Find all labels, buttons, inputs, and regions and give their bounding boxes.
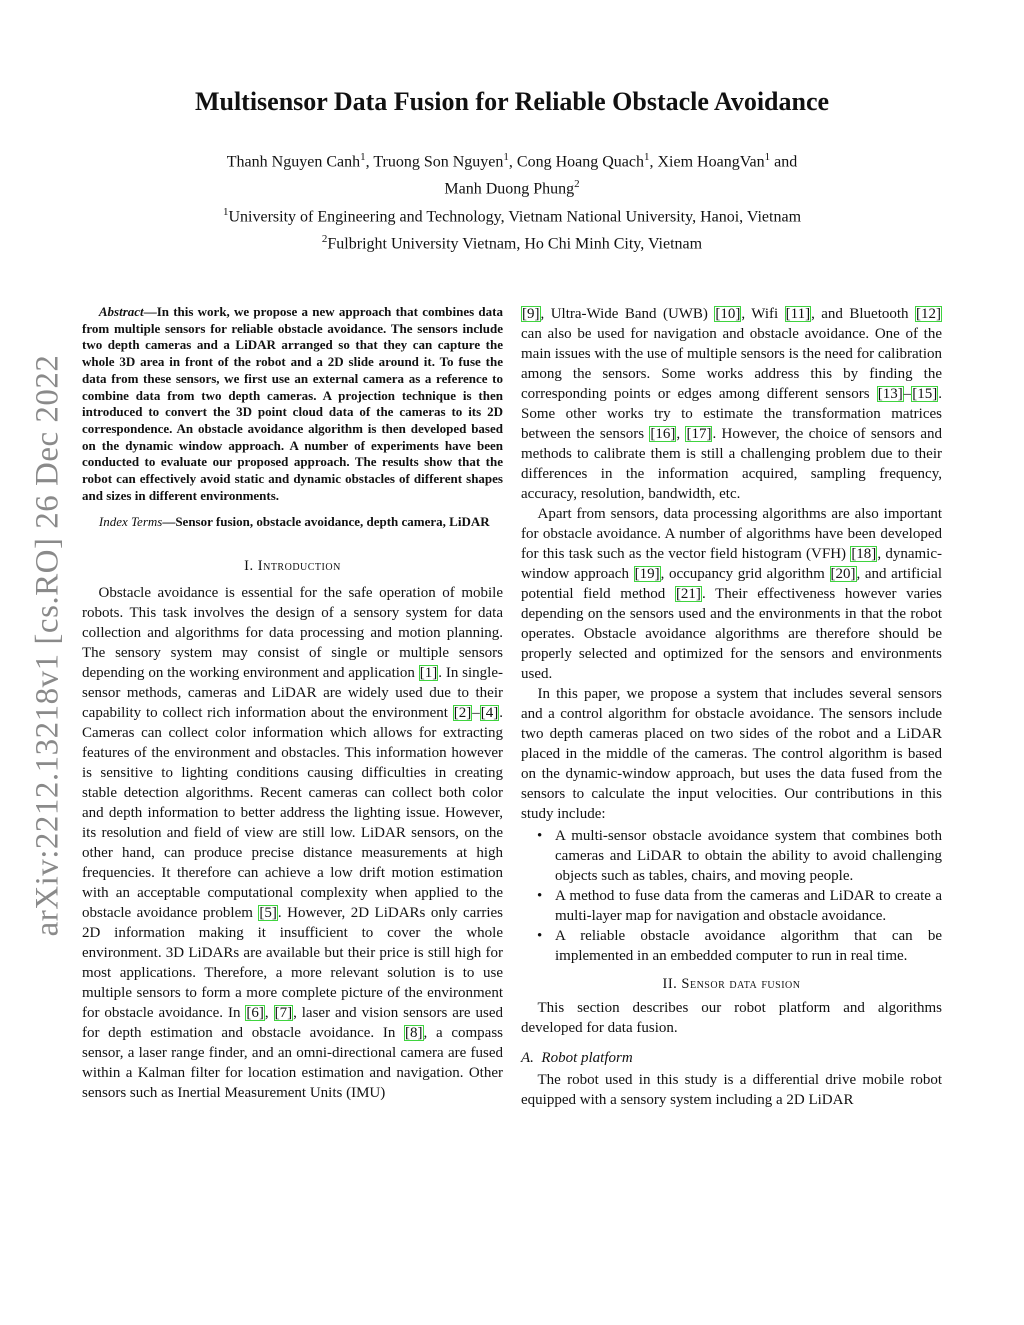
right-column <box>521 304 942 1110</box>
citation-link[interactable]: [19] <box>634 566 660 582</box>
affiliation-mark: 1 <box>644 151 650 163</box>
list-item <box>537 926 942 966</box>
citation-link[interactable]: [5] <box>259 905 277 922</box>
citation-link[interactable]: [18] <box>851 546 877 562</box>
citation-link[interactable]: [8] <box>405 1025 423 1042</box>
bullet-icon: • <box>537 928 543 944</box>
abstract-label: Abstract <box>98 304 144 319</box>
paper-title: Multisensor Data Fusion for Reliable Obstacle Avoidance <box>194 87 830 116</box>
author-name: Truong Son Nguyen <box>373 153 504 171</box>
citation-link[interactable]: [7] <box>274 1005 293 1022</box>
algorithms-paragraph <box>521 504 942 684</box>
em-dash: — <box>143 304 157 319</box>
arxiv-identifier <box>28 345 68 945</box>
citation-link[interactable]: [12] <box>915 306 941 322</box>
subsection-heading-robot-platform <box>521 1048 942 1068</box>
section-title: Sensor data fusion <box>681 976 801 992</box>
text-run: . However, the choice of sensors and methods to calibrate them is still a challenging problem due to their differences in the information acquired, sampling frequency, accuracy, resolution, bandwidth, etc. <box>521 426 942 502</box>
section-heading-introduction <box>82 556 503 576</box>
text-run: – <box>472 705 480 722</box>
affiliation-2 <box>82 228 942 255</box>
text-run: , dynamic-window approach <box>521 546 942 582</box>
author-name: Thanh Nguyen Canh <box>226 153 361 171</box>
citation-link[interactable]: [21] <box>675 586 701 602</box>
intro-paragraph-continued <box>521 304 942 504</box>
text-run: , Ultra-Wide Band (UWB) <box>540 306 715 322</box>
author-line-1 <box>82 146 942 173</box>
text-run: . Cameras can collect color information which allows for extracting features of the environment and obstacles. This information however is sensitive to lighting conditions causing difficulties in creating stable detection algorithms. Recent cameras can collect both color and depth information to better address the lighting issue. However, its resolution and field of view are still low. LiDAR sensors, on the other hand, can produce precise distance measurements at high frequencies. It therefore can achieve a low drift motion estimation with an acceptable computational complexity when applied to the obstacle avoidance problem <box>82 705 503 922</box>
text-run: , and Bluetooth <box>811 306 915 322</box>
index-terms-text: Sensor fusion, obstacle avoidance, depth camera, LiDAR <box>175 514 490 530</box>
citation-link[interactable]: [16] <box>650 426 676 442</box>
text-run: can also be used for navigation and obstacle avoidance. One of the main issues with the use of multiple sensors is the need for calibration among the sensors. Some works address this by finding the corresponding points or edges among different sensors <box>521 326 942 402</box>
citation-link[interactable]: [9] <box>522 306 540 322</box>
separator: , <box>508 153 517 171</box>
bullet-icon: • <box>537 828 543 844</box>
citation-link[interactable]: [13] <box>877 386 903 402</box>
intro-paragraph <box>82 583 503 1103</box>
proposal-paragraph: In this paper, we propose a system that includes several sensors and a control algorithm for obstacle avoidance. The sensors include two depth cameras placed on two sides of the robot and a LiDAR placed in the middle of the cameras. The control algorithm is based on the dynamic-window approach, but uses the data fused from the sensors to calculate the input velocities. Our contributions in this study include: <box>521 686 942 822</box>
left-column <box>82 304 503 1103</box>
list-item-text: A multi-sensor obstacle avoidance system that combines both cameras and LiDAR to obtain the ability to avoid challenging objects such as tables, chairs, and moving people. <box>555 828 942 884</box>
list-item <box>537 886 942 926</box>
text-run: , occupancy grid algorithm <box>660 566 830 582</box>
affiliation-text: Fulbright University Vietnam, Ho Chi Minh City, Vietnam <box>327 235 703 253</box>
author-name: Cong Hoang Quach <box>516 153 644 171</box>
text-run: – <box>903 386 912 402</box>
citation-link[interactable]: [17] <box>686 426 712 442</box>
citation-link[interactable]: [4] <box>480 705 499 722</box>
contributions-list <box>521 826 942 966</box>
citation-link[interactable]: [1] <box>419 665 438 682</box>
text-run: , a compass sensor, a laser range finder, and an omni-directional camera are fused within a Kalman filter for location estimation and navigation. Other sensors such as Inertial Measurement Units (IMU) <box>82 1025 503 1102</box>
text-run: Apart from sensors, data processing algorithms are also important for obstacle avoidance. A number of algorithms have been developed for this task such as the vector field histogram (VFH) <box>521 506 942 562</box>
text-run: , Wifi <box>741 306 785 322</box>
author-line-2 <box>82 173 942 200</box>
robot-paragraph: The robot used in this study is a differential drive mobile robot equipped with a sensory system including a 2D LiDAR <box>521 1072 942 1108</box>
affiliation-mark: 2 <box>574 178 580 191</box>
text-run: , laser and vision sensors are used for depth estimation and obstacle avoidance. In <box>82 1005 504 1042</box>
separator: , <box>365 153 374 171</box>
author-name: Xiem HoangVan <box>657 153 765 171</box>
and-conjunction: and <box>770 153 798 171</box>
citation-link[interactable]: [15] <box>912 386 938 402</box>
index-terms-label: Index Terms <box>98 514 163 530</box>
text-run: , <box>264 1005 274 1022</box>
affiliation-text: University of Engineering and Technology, Vietnam National University, Hanoi, Vietnam <box>228 207 802 225</box>
list-item <box>537 826 942 886</box>
affiliation-1 <box>82 201 942 228</box>
author-name: Manh Duong Phung <box>444 180 575 198</box>
subsection-title: Robot platform <box>541 1050 633 1066</box>
subsection-label: A. <box>521 1050 534 1066</box>
author-block <box>82 146 942 255</box>
section-number: I. <box>244 558 254 575</box>
list-item-text: A reliable obstacle avoidance algorithm that can be implemented in an embedded computer to run in real time. <box>555 928 942 964</box>
affiliation-mark: 1 <box>503 151 509 163</box>
affiliation-mark: 1 <box>764 151 771 163</box>
index-terms <box>82 514 503 531</box>
section-heading-sensor-data-fusion <box>521 974 942 994</box>
section-title: Introduction <box>257 558 341 575</box>
section-number: II. <box>662 976 678 992</box>
separator: , <box>649 153 658 171</box>
text-run: Obstacle avoidance is essential for the safe operation of mobile robots. This task involves the design of a sensory system for data collection and algorithms for data processing and motion planning. The sensory system may consist of single or multiple sensors depending on the working environment and application <box>82 585 503 682</box>
citation-link[interactable]: [6] <box>246 1005 264 1022</box>
text-run: , and artificial potential field method <box>521 566 942 602</box>
text-run: . In single-sensor methods, cameras and LiDAR are widely used due to their capability to collect rich information about the environment <box>82 665 504 722</box>
list-item-text: A method to fuse data from the cameras and LiDAR to create a multi-layer map for navigation and obstacle avoidance. <box>555 888 942 924</box>
arxiv-identifier-text: arXiv:2212.13218v1 [cs.RO] 26 Dec 2022 <box>29 354 66 936</box>
bullet-icon: • <box>537 888 543 904</box>
text-run: . However, 2D LiDARs only carries 2D information making it insufficient to cover the whole environment. 3D LiDARs are available but their price is still high for most applications. Therefore, a more relevant solution is to use multiple sensors to form a more complete picture of the environment for obstacle avoidance. In <box>82 905 503 1022</box>
citation-link[interactable]: [11] <box>785 306 811 322</box>
fusion-intro-paragraph: This section describes our robot platform and algorithms developed for data fusion. <box>521 1000 942 1036</box>
affiliation-mark: 1 <box>222 205 229 218</box>
affiliation-mark: 2 <box>321 232 328 245</box>
abstract <box>82 304 503 504</box>
text-run: . Their effectiveness however varies depending on the sensors used and the environments in that the robot operates. Obstacle avoidance algorithms are therefore should be properly selected and optimized for the sensors and environments used. <box>521 586 942 682</box>
citation-link[interactable]: [10] <box>715 306 741 322</box>
citation-link[interactable]: [20] <box>830 566 856 582</box>
abstract-text: In this work, we propose a new approach that combines data from multiple sensors for reliable obstacle avoidance. The sensors include two depth cameras and a LiDAR arranged so that they can capture the whole 3D area in front of the robot and a 2D slide around it. To fuse the data from these sensors, we first use an external camera as a reference to combine data from two depth cameras. A projection technique is then introduced to convert the 3D point cloud data of the cameras to its 2D correspondence. An obstacle avoidance algorithm is then developed based on the dynamic window approach. A number of experiments have been conducted to evaluate our proposed approach. The results show that the robot can effectively avoid static and dynamic obstacles of different shapes and sizes in different environments. <box>82 304 503 503</box>
text-run: . Some other works try to estimate the transformation matrices between the sensors <box>521 386 942 442</box>
em-dash: — <box>162 514 176 530</box>
citation-link[interactable]: [2] <box>453 705 472 722</box>
affiliation-mark: 1 <box>360 151 366 163</box>
text-run: , <box>676 426 686 442</box>
